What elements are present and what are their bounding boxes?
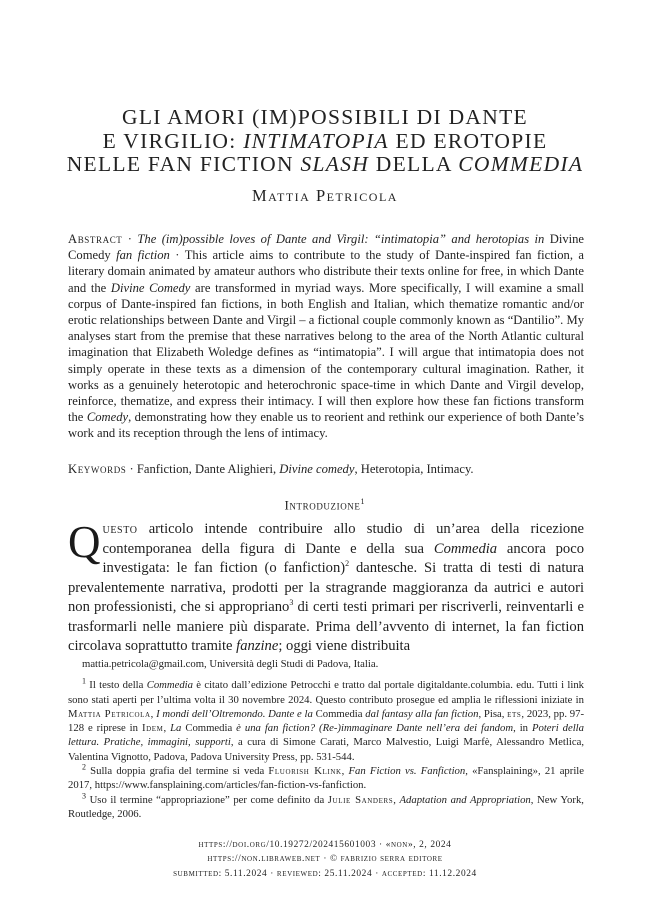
drop-cap: Q (68, 517, 101, 567)
title-line-1: GLI AMORI (IM)POSSIBILI DI DANTE (122, 105, 528, 129)
footnote-3: $^3$ Uso il termine “appropriazione” per come definito da Julie Sanders, Adaptation and Appropriation, New York, Routledge, 2006. (68, 791, 584, 820)
footnote-ref[interactable]: 3 (289, 598, 294, 608)
title-line-3: NELLE FAN FICTION SLASH DELLA COMMEDIA (66, 152, 584, 176)
footnote-ref[interactable]: 2 (345, 559, 350, 569)
section-heading: Introduzione$^1$ (284, 497, 366, 513)
footer-dates: submitted: 5.11.2024 · reviewed: 25.11.2024 · accepted: 11.12.2024 (173, 868, 477, 879)
footnote-2: $^2$ Sulla doppia grafia del termine si veda Fluorish Klink, Fan Fiction vs. Fanfiction, «Fansplaining», 21 aprile 2017, https://www.fansplaining.com/articles/fan-fiction-vs-fanfiction. (68, 762, 585, 792)
page-footer (40, 838, 610, 881)
abstract: Abstract · The (im)possible loves of Dante and Virgil: “intimatopia” and herotopias in Divine Comedy fan fiction · This article aims to contribute to the study of Dante-inspired fan fiction, a literary domain animated by amateur authors who distribute their texts online for free, in which Dante and the Divine Comedy are transformed in myriad ways. More specifically, I will examine a small corpus of Dante-inspired fan fictions, in both English and Italian, which thematize romantic and/or erotic relationships between Dante and Virgil – a fictional couple commonly known as “Dantilio”. My analyses start from the premise that these narratives belong to the area of the North Atlantic cultural imagination that Elizabeth Woledge defines as “intimatopia”. I will argue that intimatopia does not simply operate in these texts as a dimension of the contemporary cultural imagination. Rather, it works as a genuinely heterotopic and heterochronic space-time in which Dante and Virgil develop, reinforce, thematize, and express their intimacy. I will then explore how these fan fictions transform the Comedy, demonstrating how they enable us to reorient and rethink our experience of both Dante’s work and its reception through the lens of intimacy. (68, 232, 584, 441)
keywords-label: Keywords (68, 462, 127, 476)
author-contact: mattia.petricola@gmail.com, Università degli Studi di Padova, Italia. (82, 658, 379, 670)
keywords: Keywords · Fanfiction, Dante Alighieri, Divine comedy, Heterotopia, Intimacy. (68, 462, 474, 476)
footnote-1: $^1$ Il testo della Commedia è citato dall’edizione Petrocchi e tratto dal portale digitaldante.columbia. edu. Tutti i link sono stati aperti per l’ultima volta il 30 novembre 2024. Questo contributo prosegue ed amplia le riflessioni iniziate in Mattia Petricola, I mondi dell’Oltremondo. Dante e la Commedia dal fantasy alla fan fiction, Pisa, ets, 2023, pp. 97-128 e riprese in Idem, La Commedia è una fan fiction? (Re-)immaginare Dante nell’era dei fandom, in Poteri della lettura. Pratiche, immagini, supporti, a cura di Simone Carati, Marco Malvestio, Luigi Marfè, Alessandro Metlica, Valentina Vignotto, Padova, Padova University Press, pp. 531-544. (68, 676, 585, 763)
abstract-label: Abstract (68, 232, 123, 246)
article-title (40, 106, 610, 177)
author-name: Mattia Petricola (252, 186, 398, 205)
title-line-2: E VIRGILIO: INTIMATOPIA ED EROTOPIE (102, 128, 548, 153)
body-text: Questo articolo intende contribuire allo studio di un’area della ricezione contemporanea della figura di Dante e della sua Commedia ancora poco investigata: le fan fiction (o fanfiction)$^2$ dantesche. Si tratta di testi di natura prevalentemente narrativa, prodotti per la stragrande maggioranza da autrici e autori non professionisti, che si appropriano$^3$ di certi testi primari per riscriverli, reinventarli e trasformarli nelle maniere più disparate. Prima dell’avvento di internet, la fan fiction circolava soprattutto tramite fanzine; oggi viene distribuita (68, 517, 585, 654)
footnotes (68, 657, 584, 821)
abstract-english-title: The (im)possible loves of Dante and Virgil: “intimatopia” and herotopias in (137, 232, 545, 246)
footer-doi[interactable]: https://doi.org/10.19272/202415601003 · «non», 2, 2024 (198, 840, 452, 850)
footnote-ref[interactable]: 1 (360, 497, 366, 506)
footer-publisher[interactable]: https://non.libraweb.net · © fabrizio serra editore (207, 854, 443, 865)
